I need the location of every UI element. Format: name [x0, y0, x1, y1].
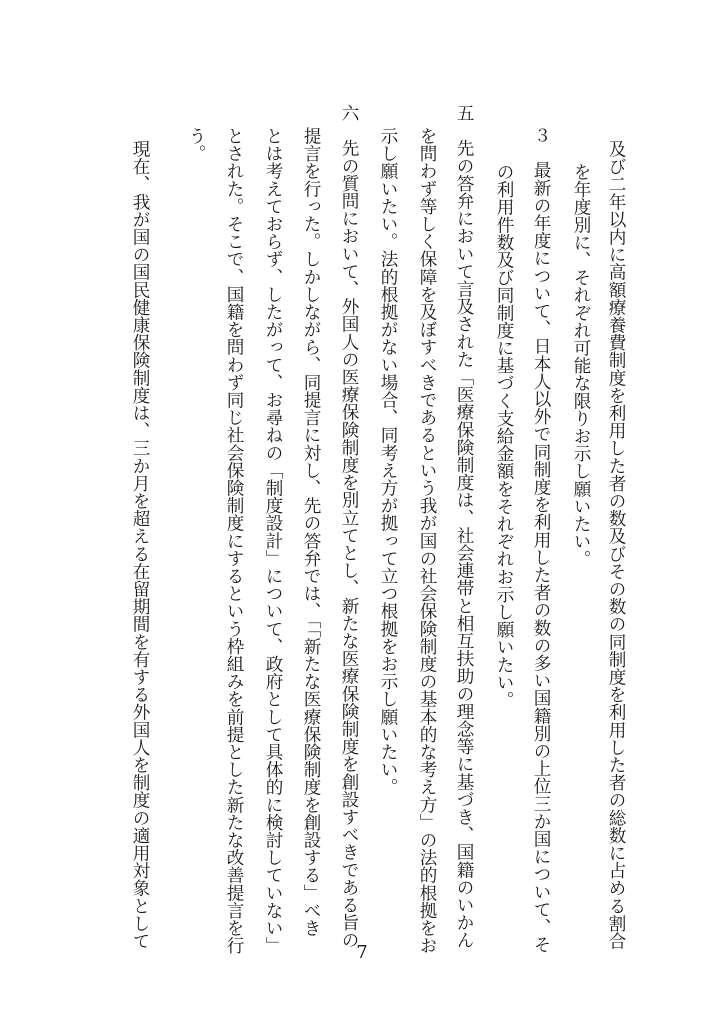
text-line-6: を問わず等しく保障を及ぼすべきであるという我が国の社会保険制度の基本的な考え方」の法的根拠をお: [417, 127, 437, 955]
page-number: 7: [356, 942, 368, 963]
text-line-8: 六 先の質問において、外国人の医療保険制度を別立てとし、新たな医療保険制度を創設すべきである旨の: [339, 104, 359, 949]
text-line-9: 提言を行った。しかしながら、同提言に対し、先の答弁では、「「新たな医療保険制度を創設する」べき: [301, 127, 321, 937]
text-line-12: う。: [186, 127, 206, 163]
text-line-4: の利用件数及び同制度に基づく支給金額をそれぞれお示し願いたい。: [494, 163, 514, 709]
text-line-13: 現在、我が国の国民健康保険制度は、三か月を超える在留期間を有する外国人を制度の適用対象として: [130, 140, 150, 950]
text-line-5: 五 先の答弁において言及された「医療保険制度は、社会連帯と相互扶助の理念等に基づき、国籍のいかん: [454, 104, 474, 949]
text-line-11: とされた。そこで、国籍を問わず同じ社会保険制度にするという枠組みを前提とした新たな改善提言を行: [224, 127, 244, 955]
text-line-1: 及び二年以内に高額療養費制度を利用した者の数及びその数の同制度を利用した者の総数に占める割合: [606, 140, 626, 950]
text-line-3: ３ 最新の年度について、日本人以外で同制度を利用した者の数の多い国籍別の上位三か国について、そ: [531, 126, 551, 954]
text-line-2: を年度別に、それぞれ可能な限りお示し願いたい。: [571, 163, 591, 568]
text-line-10: とは考えておらず、したがって、お尋ねの「制度設計」について、政府として具体的に検討していない」: [263, 127, 283, 955]
text-line-7: 示し願いたい。法的根拠がない場合、同考え方が拠って立つ根拠をお示し願いたい。: [378, 127, 398, 796]
